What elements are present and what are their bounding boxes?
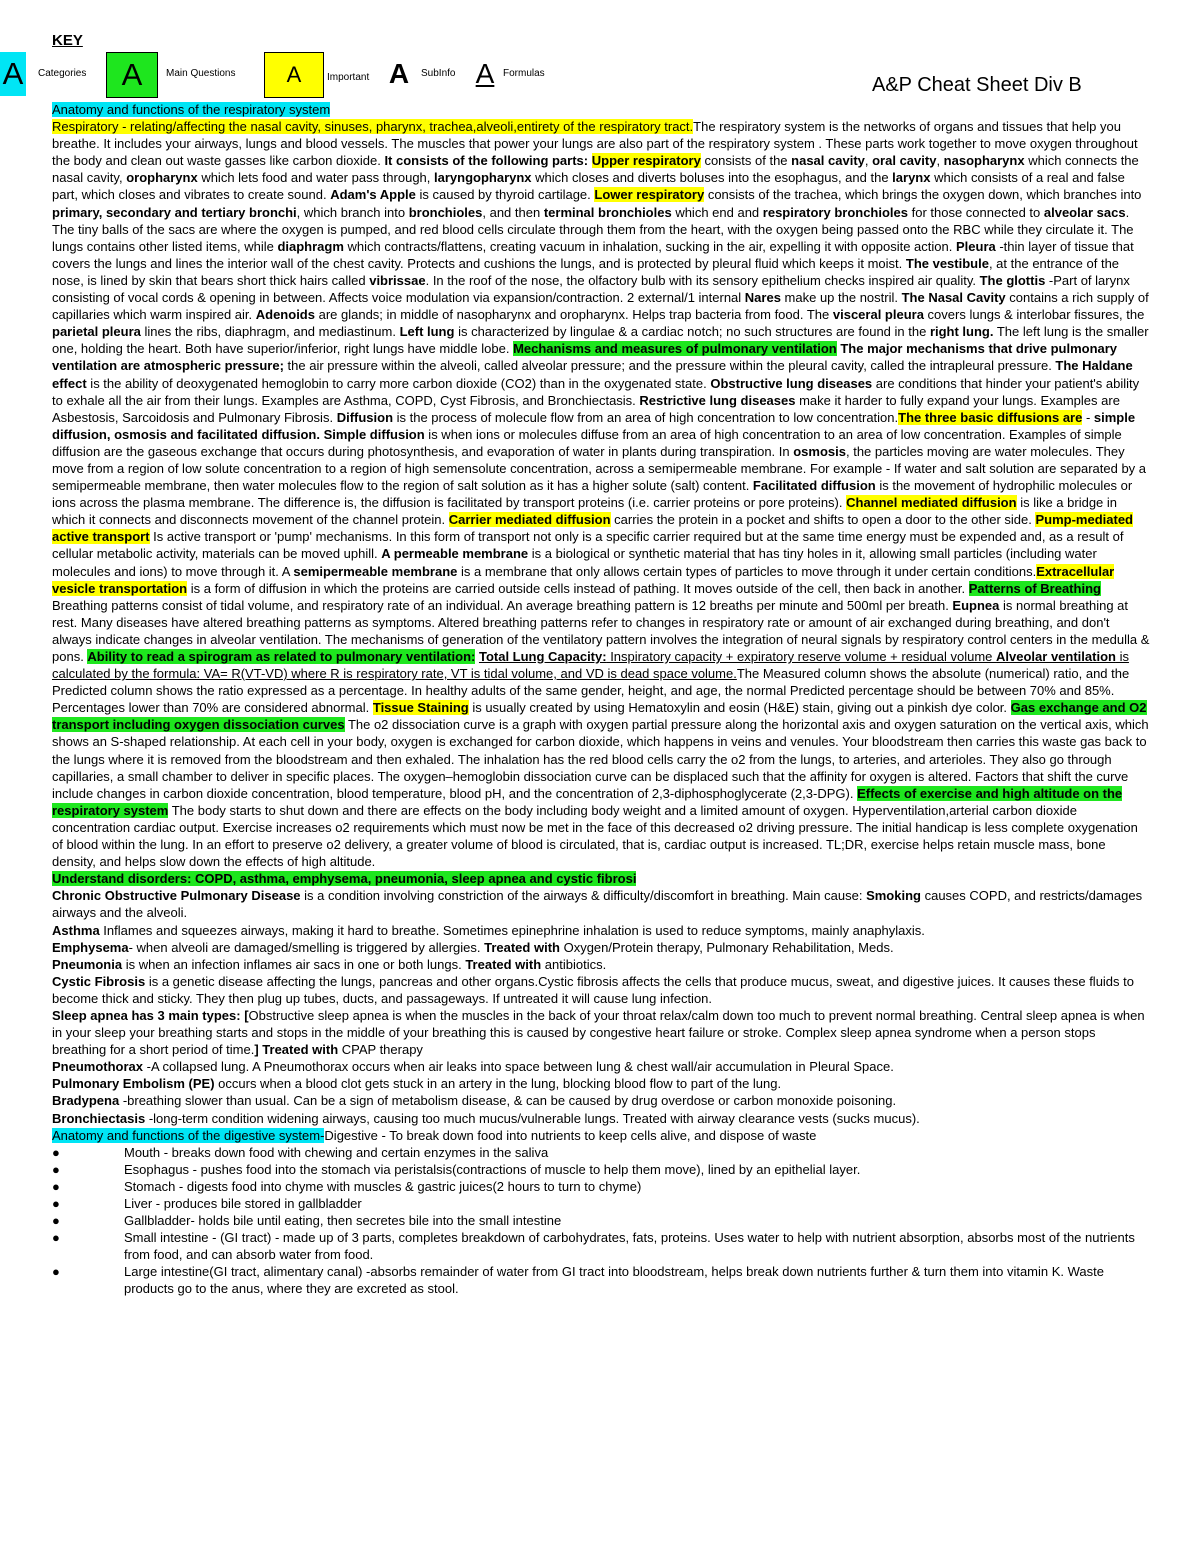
text: is when ions or molecules diffuse from an area of high concentration to an area of low concentration. Examples of simple diffusion are the gaseous exchange that occurs during photosynthesis, and evaporation of water in plants during transpiration. In bbox=[52, 426, 1122, 459]
text: -A collapsed lung. A Pneumothorax occurs when air leaks into space between lung & chest wall/air accumulation in Pleural Space. bbox=[143, 1059, 894, 1075]
subinfo: terminal bronchioles bbox=[543, 204, 672, 220]
text: -Part of larynx consisting of vocal cords & opening in between. Affects voice modulation via expansion/contraction. 2 external/1 internal bbox=[52, 272, 1130, 306]
subinfo: Emphysema bbox=[52, 939, 129, 955]
important-text: Pump-mediated active transport bbox=[52, 512, 1133, 545]
text: which end and bbox=[671, 204, 763, 220]
text: -long-term condition widening airways, causing too much mucus/vulnerable lungs. Treated with airway clearance vests (sucks mucus). bbox=[145, 1110, 920, 1126]
text: the air pressure within the alveoli, called alveolar pressure; and the pressure within the pleural cavity, called the intrapleural pressure. bbox=[283, 358, 1056, 374]
disorder-copd bbox=[52, 887, 1152, 921]
text: . In the roof of the nose, the olfactory bulb with its sensory epithelium checks inspired air quality. bbox=[425, 272, 980, 288]
text: Stomach - digests food into chyme with muscles & gastric juices(2 hours to turn to chyme) bbox=[124, 1178, 642, 1194]
text: is when an infection inflames air sacs in one or both lungs. bbox=[122, 956, 466, 972]
subinfo: It consists of the following parts: bbox=[384, 153, 589, 169]
subinfo: ] Treated with bbox=[254, 1042, 339, 1058]
subinfo: Obstructive lung diseases bbox=[710, 375, 873, 391]
subinfo: vibrissae bbox=[369, 272, 426, 288]
subinfo: Bradypena bbox=[52, 1093, 120, 1109]
bullet-icon: ● bbox=[52, 1264, 60, 1280]
subinfo: Eupnea bbox=[952, 597, 1000, 613]
bullet-icon: ● bbox=[52, 1144, 60, 1160]
text: , which branch into bbox=[296, 204, 409, 220]
text: is a form of diffusion in which the proteins are carried outside cells instead of pathing. It moves outside of the cell, then back in another. bbox=[187, 580, 969, 596]
subinfo: Facilitated diffusion bbox=[752, 478, 876, 494]
subinfo: The vestibule bbox=[905, 255, 989, 271]
text: Mouth - breaks down food with chewing and certain enzymes in the saliva bbox=[124, 1144, 549, 1160]
subinfo: Restrictive lung diseases bbox=[639, 392, 796, 408]
subinfo: Pneumothorax bbox=[52, 1059, 144, 1075]
text: is usually created by using Hematoxylin and eosin (H&E) stain, giving out a pinkish dye color. bbox=[468, 700, 1011, 716]
important-text: Respiratory - relating/affecting the nasal cavity, sinuses, pharynx, trachea,alveoli,entirety of the respiratory tract. bbox=[52, 119, 694, 135]
subinfo: Pulmonary Embolism (PE) bbox=[52, 1076, 215, 1092]
bullet-icon: ● bbox=[52, 1213, 60, 1229]
text: is normal breathing at rest. Many diseases have altered breathing patterns as symptoms. Altered breathing patterns refer to changes in respiratory rate or amount of air exchanged during breathing, and don't always indicate changes in alveolar ventilation. The mechanisms of generation of the ventilatory pattern involves the integration of neural signals by respiratory control centers in the medulla & pons. bbox=[52, 597, 1150, 664]
category-respiratory: Anatomy and functions of the respiratory system bbox=[52, 102, 331, 117]
text: consists of the trachea, which brings the oxygen down, which branches into bbox=[704, 187, 1142, 203]
disorder-cystic-fibrosis bbox=[52, 973, 1152, 1007]
text: , at the entrance of the nose, is lined by skin that bears short thick hairs called bbox=[52, 255, 1120, 288]
main-question: Understand disorders: COPD, asthma, emphysema, pneumonia, sleep apnea and cystic fibrosi bbox=[52, 871, 637, 887]
text: - when alveoli are damaged/smelling is triggered by allergies. bbox=[128, 939, 485, 955]
key-label-main-questions: Main Questions bbox=[166, 68, 236, 79]
important-text: Upper respiratory bbox=[591, 153, 701, 169]
important-text: Tissue Staining bbox=[372, 700, 469, 716]
subinfo: Left lung bbox=[399, 324, 455, 340]
disorder-bradypena bbox=[52, 1092, 1152, 1109]
list-item bbox=[52, 1144, 1152, 1161]
text: which consists of a real and false part, which closes and vibrates to create sound. bbox=[52, 170, 1125, 203]
text: which contracts/flattens, creating vacuum in inhalation, sucking in the air, expelling it with opposite action. bbox=[343, 238, 956, 254]
text: is characterized by lingulae & a cardiac notch; no such structures are found in the bbox=[454, 324, 930, 340]
bullet-icon: ● bbox=[52, 1196, 60, 1211]
text: The respiratory system is the networks of organs and tissues that help you breathe. It includes your airways, lungs and blood vessels. The muscles that power your lungs are also part of the respiratory system . These parts work together to move oxygen throughout the body and clean out waste gasses like carbon dioxide. bbox=[52, 119, 1138, 169]
disorders-heading bbox=[52, 870, 1152, 887]
digestive-intro bbox=[52, 1127, 1152, 1144]
subinfo: The major mechanisms that drive pulmonary ventilation are atmospheric pressure; bbox=[52, 341, 1118, 374]
document-title: A&P Cheat Sheet Div B bbox=[872, 74, 1082, 96]
subinfo: Treated with bbox=[465, 956, 542, 972]
subinfo: Asthma bbox=[52, 922, 100, 938]
text: Liver - produces bile stored in gallbladder bbox=[124, 1196, 362, 1211]
bullet-icon: ● bbox=[52, 1161, 60, 1177]
text: Small intestine - (GI tract) - made up of 3 parts, completes breakdown of carbohydrates, fats, proteins. Uses water to help with nutrient absorption, absorbs most of the nutrients from food, and can absorb water from food. bbox=[124, 1230, 1135, 1263]
text: antibiotics. bbox=[541, 956, 607, 972]
subinfo: Adenoids bbox=[255, 307, 315, 323]
text: are glands; in middle of nasopharynx and oropharynx. Helps trap bacteria from food. The bbox=[314, 307, 833, 323]
text: which connects the nasal cavity, bbox=[52, 153, 1139, 186]
subinfo: parietal pleura bbox=[52, 324, 141, 340]
text: is like a bridge in which it connects and disconnects movement of the channel protein. bbox=[52, 495, 1118, 528]
disorder-emphysema bbox=[52, 939, 1152, 956]
text: make up the nostril. bbox=[780, 290, 902, 306]
text: lines the ribs, diaphragm, and mediastinum. bbox=[140, 324, 400, 340]
list-item bbox=[52, 1178, 1152, 1195]
text: Obstructive sleep apnea is when the muscles in the back of your throat relax/calm down too much to prevent normal breathing. Central sleep apnea is when in your sleep your breathing starts and stops in the middle of your breathing this is caused by congestive heart failure or stroke. Complex sleep apnea syndrome when a person stops breathing for a short period of time. bbox=[52, 1007, 1145, 1058]
subinfo: Adam's Apple bbox=[330, 187, 416, 203]
text: is the ability of deoxygenated hemoglobin to carry more carbon dioxide (CO2) than in the oxygenated state. bbox=[86, 375, 711, 391]
text: for those connected to bbox=[908, 204, 1044, 220]
text: - bbox=[1082, 409, 1094, 425]
text: is a genetic disease affecting the lungs, pancreas and other organs.Cystic fibrosis affects the cells that produce mucus, sweat, and digestive juices. It causes these fluids to become thick and sticky. They then plug up tubes, ducts, and passageways. If untreated it will cause lung infection. bbox=[52, 973, 1134, 1006]
main-question: Gas exchange and O2 transport including oxygen dissociation curves bbox=[52, 700, 1147, 733]
subinfo: oral cavity bbox=[872, 153, 937, 169]
important-text: Carrier mediated diffusion bbox=[448, 512, 611, 528]
subinfo: right lung. bbox=[929, 324, 994, 340]
text: Digestive - To break down food into nutrients to keep cells alive, and dispose of waste bbox=[324, 1127, 817, 1143]
disorder-pneumothorax bbox=[52, 1058, 1152, 1075]
text: are conditions that hinder your patient's ability to exhale all the air from their lungs. Examples are Asthma, COPD, Cyst Fibrosis, and Bronchiectasis. bbox=[52, 375, 1140, 408]
list-item bbox=[52, 1212, 1152, 1229]
subinfo: A permeable membrane bbox=[381, 546, 529, 562]
cheat-sheet-body bbox=[52, 101, 1152, 1298]
text: CPAP therapy bbox=[338, 1042, 423, 1058]
subinfo: Pleura bbox=[955, 238, 996, 254]
key-label-important: Important bbox=[327, 72, 370, 83]
text: , bbox=[864, 153, 873, 169]
text: carries the protein in a pocket and shifts to open a door to the other side. bbox=[610, 512, 1036, 528]
text: Esophagus - pushes food into the stomach via peristalsis(contractions of muscle to help them move), lined by an epithelial layer. bbox=[124, 1161, 861, 1177]
key-label-categories: Categories bbox=[38, 68, 87, 79]
category-digestive: Anatomy and functions of the digestive system- bbox=[52, 1127, 325, 1143]
text: is a membrane that only allows certain types of particles to move through it under certain conditions. bbox=[457, 563, 1037, 579]
subinfo: Cystic Fibrosis bbox=[52, 973, 146, 989]
text: Is active transport or 'pump' mechanisms. In this form of transport not only is a specific carrier required but at the same time energy must be expended and, as a result of cellular metabolic activity, materials can be moved uphill. bbox=[52, 529, 1124, 562]
main-question: Ability to read a spirogram as related to pulmonary ventilation: bbox=[87, 649, 476, 664]
subinfo: The glottis bbox=[979, 272, 1046, 288]
subinfo: nasal cavity bbox=[791, 153, 865, 169]
text: -breathing slower than usual. Can be a sign of metabolism disease, & can be caused by drug overdose or carbon monoxide poisoning. bbox=[119, 1093, 897, 1109]
subinfo: nasopharynx bbox=[943, 153, 1025, 169]
important-text: The three basic diffusions are bbox=[898, 409, 1083, 425]
key-swatch-formulas: A bbox=[475, 58, 495, 89]
subinfo: bronchioles bbox=[408, 204, 483, 220]
text: Oxygen/Protein therapy, Pulmonary Rehabilitation, Meds. bbox=[559, 939, 894, 955]
subinfo: semipermeable membrane bbox=[293, 563, 458, 579]
text: The o2 dissociation curve is a graph with oxygen partial pressure along the horizontal axis and oxygen saturation on the vertical axis, which shows an S-shaped relationship. At each cell in your body, oxygen is exchanged for carbon dioxide, which happens in veins and venules. Your bloodstream then carries this waste gas back to the lungs where it is removed from the bloodstream and then exhaled. The inhalation has the red blood cells carry the o2 from the lungs, to arteries, and arterioles. They also go through capillaries, a small chamber to deliver in specific places. The oxygen–hemoglobin dissociation curve can be displaced such that the affinity for oxygen is altered. Factors that shift the curve include changes in carbon dioxide concentration, blood temperature, blood pH, and the concentration of 2,3-diphosphoglycerate (2,3-DPG). bbox=[52, 717, 1149, 801]
list-item bbox=[52, 1263, 1152, 1297]
disorder-sleep-apnea bbox=[52, 1007, 1152, 1058]
bullet-icon: ● bbox=[52, 1178, 60, 1194]
important-text: Lower respiratory bbox=[594, 187, 705, 203]
text: The left lung is the smaller one, holding the heart. Both have superior/inferior, right lungs have middle lobe. bbox=[52, 324, 1149, 357]
main-question: Patterns of Breathing bbox=[968, 580, 1101, 596]
text: is caused by thyroid cartilage. bbox=[415, 187, 595, 203]
important-text: Extracellular vesicle transportation bbox=[52, 563, 1115, 596]
text: The body starts to shut down and there are effects on the body including body weight and a limited amount of oxygen. Hyperventilation,arterial carbon dioxide concentration cardiac output. Exercise increases o2 requirements which must now be met in the face of this decreased o2 driving pressure. The initial handicap is less complete oxygenation of blood within the lung. In an effort to preserve o2 delivery, a greater volume of blood is circulated, that is, cardiac output is increased. TL;DR, exercise helps retain muscle mass, bone density, and helps slow down the effects of high altitude. bbox=[52, 802, 1138, 870]
text: , and then bbox=[482, 204, 544, 220]
text: is a condition involving constriction of the airways & difficulty/discomfort in breathing. Main cause: bbox=[300, 888, 867, 904]
text: Gallbladder- holds bile until eating, then secretes bile into the small intestine bbox=[124, 1213, 562, 1229]
subinfo: Pneumonia bbox=[52, 956, 123, 972]
text: make it harder to fully expand your lungs. Examples are Asbestosis, Sarcoidosis and Pulmonary Fibrosis. bbox=[52, 392, 1120, 425]
text: is the process of molecule flow from an area of high concentration to low concentration. bbox=[393, 409, 899, 425]
disorder-pulmonary-embolism bbox=[52, 1075, 1152, 1092]
text: The Measured column shows the absolute (numerical) ratio, and the Predicted column shows the ratio expressed as a percentage. In healthy adults of the same gender, height, and age, the normal Predicted percentage should be between 70% and 85%. Percentages lower than 70% are considered abnormal. bbox=[52, 666, 1130, 716]
subinfo: laryngopharynx bbox=[434, 170, 532, 186]
text: -thin layer of tissue that covers the lungs and lines the interior wall of the chest cavity. Protects and cushions the lungs, and is protected by pleural fluid which keeps it moist. bbox=[52, 238, 1134, 271]
subinfo: primary, secondary and tertiary bronchi bbox=[52, 204, 297, 220]
key-swatch-categories: A bbox=[0, 52, 26, 96]
key-title: KEY bbox=[52, 32, 83, 49]
subinfo: Diffusion bbox=[336, 409, 394, 425]
text: occurs when a blood clot gets stuck in an artery in the lung, blocking blood flow to part of the lung. bbox=[214, 1076, 782, 1092]
subinfo: larynx bbox=[892, 170, 931, 186]
text: Inflames and squeezes airways, making it hard to breathe. Sometimes epinephrine inhalation is used to reduce symptoms, mainly anaphylaxis. bbox=[99, 922, 925, 938]
list-item bbox=[52, 1161, 1152, 1178]
subinfo: The Nasal Cavity bbox=[901, 290, 1006, 306]
subinfo: Treated with bbox=[484, 939, 560, 955]
formula: Total Lung Capacity: bbox=[478, 649, 607, 664]
disorder-bronchiectasis bbox=[52, 1110, 1152, 1127]
list-item bbox=[52, 1229, 1152, 1263]
subinfo: Chronic Obstructive Pulmonary Disease bbox=[52, 888, 301, 904]
bullet-icon: ● bbox=[52, 1230, 60, 1246]
main-question: Effects of exercise and high altitude on the respiratory system bbox=[52, 785, 1123, 818]
disorder-pneumonia bbox=[52, 956, 1152, 973]
main-question: Mechanisms and measures of pulmonary ventilation bbox=[513, 341, 837, 357]
text: is the movement of hydrophilic molecules or ions across the plasma membrane. The difference is, the diffusion is facilitated by transport proteins (i.e. carrier proteins or pore proteins). bbox=[52, 478, 1133, 511]
text: covers lungs & interlobar fissures, the bbox=[923, 307, 1145, 323]
subinfo: visceral pleura bbox=[832, 307, 924, 323]
respiratory-paragraph bbox=[52, 101, 1152, 870]
text: causes COPD, and restricts/damages airways and the alveoli. bbox=[52, 888, 1143, 921]
key-swatch-subinfo: A bbox=[388, 58, 410, 89]
subinfo: respiratory bronchioles bbox=[762, 204, 908, 220]
important-text: Channel mediated diffusion bbox=[846, 495, 1017, 511]
subinfo: The Haldane effect bbox=[52, 358, 1133, 391]
formula: Inspiratory capacity + expiratory reserve volume + residual volume bbox=[606, 649, 997, 664]
text: , the particles moving are water molecules. They move from a region of low solute concentration to a region of high semensolute concentration, across a semipermeable membrane. For example - If water and salt solution are separated by a semipermeable membrane, then water molecules flow to the region of salt solution as it has a higher solute (salt) content. bbox=[52, 443, 1147, 494]
text: which lets food and water pass through, bbox=[197, 170, 435, 186]
subinfo: Nares bbox=[744, 290, 781, 306]
text: contains a rich supply of capillaries which warm inspired air. bbox=[52, 290, 1149, 323]
disorder-asthma bbox=[52, 922, 1152, 939]
text: which closes and diverts boluses into the esophagus, and the bbox=[531, 170, 893, 186]
subinfo: osmosis bbox=[793, 443, 846, 459]
text: consists of the bbox=[700, 153, 792, 169]
key-swatch-important: A bbox=[264, 52, 324, 98]
list-item bbox=[52, 1195, 1152, 1212]
key-label-subinfo: SubInfo bbox=[421, 68, 456, 79]
text: is a biological or synthetic material that has tiny holes in it, allowing small particles (including water molecules and ions) to move through it. A bbox=[52, 546, 1097, 579]
subinfo: alveolar sacs bbox=[1043, 204, 1126, 220]
subinfo: simple diffusion, osmosis and facilitated diffusion. Simple diffusion bbox=[52, 409, 1136, 442]
subinfo: Sleep apnea has 3 main types: [ bbox=[52, 1007, 249, 1023]
subinfo: diaphragm bbox=[277, 238, 344, 254]
subinfo: Smoking bbox=[866, 888, 921, 904]
text: Breathing patterns consist of tidal volume, and respiratory rate of an individual. An average breathing pattern is 12 breaths per minute and 500ml per breath. bbox=[52, 597, 953, 613]
formula: is calculated by the formula: VA= R(VT-VD) where R is respiratory rate, VT is tidal volume, and VD is dead space volume. bbox=[52, 649, 1129, 682]
key-label-formulas: Formulas bbox=[503, 68, 545, 79]
subinfo: oropharynx bbox=[126, 170, 198, 186]
formula: Alveolar ventilation bbox=[996, 649, 1116, 664]
key-swatch-main-questions: A bbox=[106, 52, 158, 98]
subinfo: Bronchiectasis bbox=[52, 1110, 146, 1126]
text: Large intestine(GI tract, alimentary canal) -absorbs remainder of water from GI tract into bloodstream, helps break down nutrients further & turn them into vitamin K. Waste products go to the anus, where they are excreted as stool. bbox=[124, 1264, 1104, 1297]
text: , bbox=[936, 153, 944, 169]
text: . The tiny balls of the sacs are where the oxygen is pumped, and red blood cells circulate through them from the heart, with the oxygen being passed onto the RBC while they circulate it. The lungs contains other listed items, while bbox=[52, 204, 1134, 254]
